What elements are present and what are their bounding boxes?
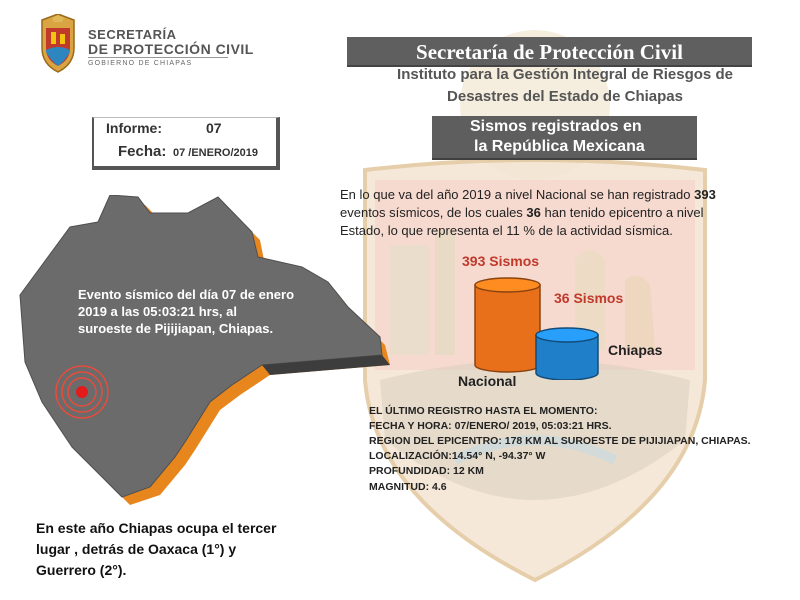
event-description-line2: 2019 a las 05:03:21 hrs, al xyxy=(78,304,238,319)
national-data-label: 393 Sismos xyxy=(462,253,540,269)
record-magnitude: MAGNITUD: 4.6 xyxy=(369,481,447,493)
national-count: 393 xyxy=(694,187,716,202)
ranking-line3: Guerrero (2°). xyxy=(36,562,127,578)
chiapas-category-label: Chiapas xyxy=(608,342,663,358)
informe-label: Informe: xyxy=(106,120,162,136)
chiapas-data-label: 36 Sismos xyxy=(554,290,624,306)
summary-line2: eventos sísmicos, de los cuales 36 han tenido epicentro a nivel xyxy=(340,205,704,220)
national-category-label: Nacional xyxy=(458,373,517,389)
record-depth: PROFUNDIDAD: 12 KM xyxy=(369,465,484,477)
page-title: Secretaría de Protección Civil xyxy=(416,40,683,64)
subtitle-banner xyxy=(432,116,697,160)
seismic-cylinder-chart xyxy=(470,270,605,380)
subtitle-line1: Sismos registrados en xyxy=(470,118,642,135)
logo-proteccion-civil: DE PROTECCIÓN CIVIL xyxy=(88,41,254,57)
logo-divider xyxy=(88,57,228,58)
informe-value: 07 xyxy=(206,120,222,136)
fecha-value: 07 /ENERO/2019 xyxy=(173,147,258,159)
event-description-line3: suroeste de Pijijiapan, Chiapas. xyxy=(78,321,274,336)
chiapas-coat-of-arms-logo xyxy=(34,14,82,74)
fecha-label: Fecha: xyxy=(118,143,167,160)
title-banner xyxy=(347,37,752,67)
chiapas-cylinder xyxy=(536,328,598,380)
state-count: 36 xyxy=(526,205,541,220)
map-body xyxy=(20,195,382,497)
subtitle-line2: la República Mexicana xyxy=(474,138,645,155)
record-datetime: FECHA Y HORA: 07/ENERO/ 2019, 05:03:21 HRS. xyxy=(369,420,612,432)
summary-line1: En lo que va del año 2019 a nivel Nacional se han registrado 393 xyxy=(340,187,716,202)
record-region: REGION DEL EPICENTRO: 178 KM AL SUROESTE DE PIJIJIAPAN, CHIAPAS. xyxy=(369,435,751,447)
ranking-line1: En este año Chiapas ocupa el tercer xyxy=(36,520,277,536)
chiapas-state-map xyxy=(10,195,390,525)
event-description-line1: Evento sísmico del día 07 de enero xyxy=(78,287,295,302)
record-location: LOCALIZACIÓN:14.54° N, -94.37° W xyxy=(369,450,546,462)
institute-name-line2: Desastres del Estado de Chiapas xyxy=(447,88,683,105)
last-record-heading: EL ÚLTIMO REGISTRO HASTA EL MOMENTO: xyxy=(369,405,598,417)
logo-gobierno: GOBIERNO DE CHIAPAS xyxy=(88,60,193,67)
national-cylinder xyxy=(475,278,540,372)
logo-secretaria: SECRETARÍA xyxy=(88,27,177,42)
ranking-line2: lugar , detrás de Oaxaca (1°) y xyxy=(36,541,237,557)
institute-name-line1: Instituto para la Gestión Integral de Riesgos de xyxy=(397,66,733,83)
summary-line3: Estado, lo que representa el 11 % de la actividad sísmica. xyxy=(340,223,673,238)
